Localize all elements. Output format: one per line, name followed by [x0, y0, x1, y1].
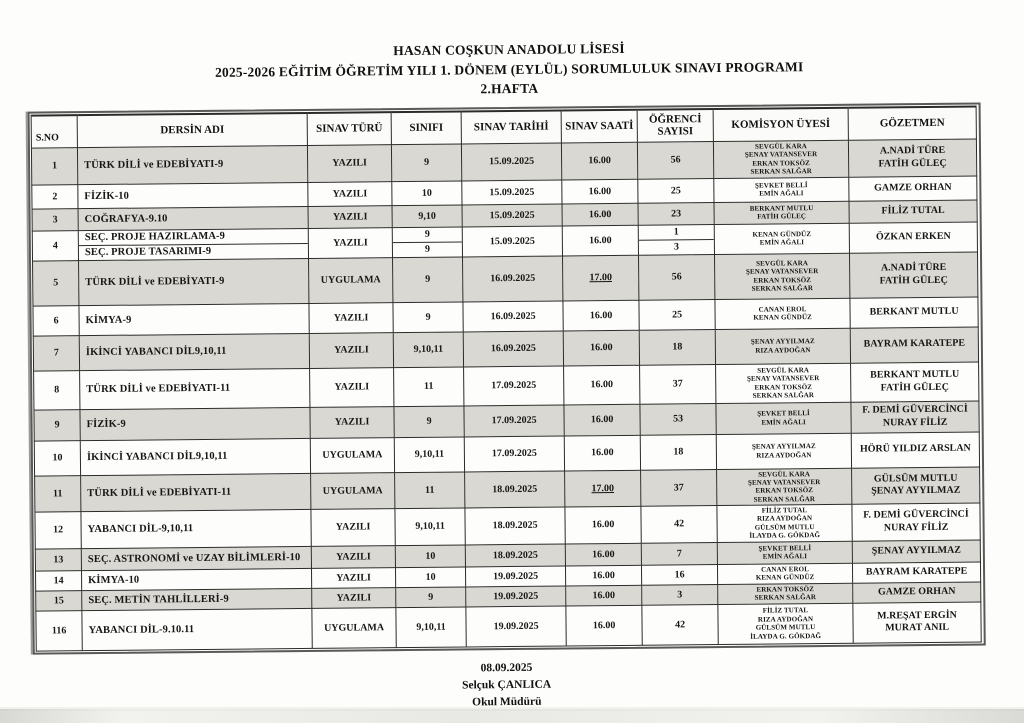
commission-member: SEVGÜL KARA	[758, 469, 811, 479]
commission-member: ERKAN TOKSÖZ	[752, 158, 810, 168]
cell-exam-type: YAZILI	[309, 302, 393, 333]
column-header-7: KOMİSYON ÜYESİ	[713, 107, 848, 141]
commission-member: CANAN EROL	[761, 564, 809, 574]
commission-member: ŞENAY VATANSEVER	[747, 477, 821, 487]
scan-artifact-bottom	[0, 709, 1024, 723]
cell-sno: 9	[34, 409, 80, 440]
commission-member: ŞENAY AYYILMAZ	[751, 442, 816, 451]
cell-date: 15.09.2025	[462, 226, 562, 257]
cell-exam-type: YAZILI	[311, 509, 395, 546]
signature-name: Selçuk ÇANLICA	[461, 678, 552, 692]
cell-time: 17.00	[565, 470, 641, 507]
commission-member: GÜLSÜM MUTLU	[754, 522, 815, 532]
cell-grade: 9	[393, 257, 463, 303]
cell-course: FİZİK-10	[78, 182, 308, 208]
proctor-name: FATİH GÜLEÇ	[880, 381, 949, 393]
cell-student-count: 37	[641, 469, 717, 506]
commission-member: ŞENAY VATANSEVER	[745, 267, 819, 276]
cell-time: 16.00	[563, 300, 639, 331]
cell-course: SEÇ. METİN TAHLİLLERİ-9	[82, 588, 312, 610]
column-header-5: SINAV SAATİ	[561, 109, 637, 143]
commission-member: FATİH GÜLEÇ	[757, 212, 807, 221]
proctor-name: FATİH GÜLEÇ	[878, 157, 947, 170]
school-name: HASAN COŞKUN ANADOLU LİSESİ	[393, 40, 625, 59]
proctor-name: A.NADİ TÜRE	[880, 261, 947, 274]
proctor-name: GÜLSÜM MUTLU	[873, 472, 958, 485]
column-header-2: SINAV TÜRÜ	[307, 112, 391, 146]
cell-grade: 9	[394, 405, 464, 437]
cell-date: 15.09.2025	[461, 143, 561, 181]
cell-student-count: 42	[641, 506, 717, 543]
cell-student-count: 18	[640, 434, 716, 470]
cell-grade: 10	[392, 181, 462, 206]
commission-member: ŞEVKET BELLİ	[758, 543, 812, 553]
column-header-0: S.NO	[31, 115, 77, 148]
signature-role: Okul Müdürü	[472, 695, 542, 709]
cell-exam-type: UYGULAMA	[312, 607, 396, 648]
cell-student-count	[638, 224, 714, 255]
commission-member: EMİN AĞALI	[762, 552, 808, 561]
cell-student-count: 18	[639, 329, 715, 365]
cell-student-count: 16	[641, 564, 717, 585]
proctor-name: BAYRAM KARATEPE	[865, 565, 968, 578]
commission-member: RIZA AYDOĞAN	[755, 345, 811, 355]
cell-sno: 8	[34, 370, 80, 409]
column-header-6: ÖĞRENCİ SAYISI	[637, 109, 713, 143]
commission-member: SERKAN SALĞAR	[753, 494, 816, 504]
cell-grade: 10	[395, 567, 465, 588]
cell-sno: 5	[33, 260, 79, 305]
proctor-name: BERKANT MUTLU	[870, 368, 960, 381]
cell-proctor	[852, 503, 980, 541]
cell-date: 17.09.2025	[464, 436, 564, 472]
cell-course: COĞRAFYA-9.10	[78, 206, 308, 230]
commission-member: RIZA AYDOĞAN	[757, 614, 814, 624]
cell-proctor	[851, 401, 979, 433]
document-title	[0, 35, 1021, 104]
cell-proctor	[849, 176, 977, 201]
commission-member: KENAN GÜNDÜZ	[755, 573, 815, 582]
cell-student-count: 42	[642, 604, 718, 645]
exam-schedule-table	[28, 102, 986, 654]
commission-member: ERKAN TOKSÖZ	[756, 584, 815, 594]
cell-commission	[718, 603, 853, 644]
cell-exam-type: UYGULAMA	[310, 437, 394, 473]
cell-time: 16.00	[564, 404, 640, 436]
commission-member: BERKANT MUTLU	[749, 203, 814, 213]
commission-member: EMİN AĞALI	[761, 417, 806, 427]
commission-member: RIZA AYDOĞAN	[756, 450, 812, 460]
proctor-name: NURAY FİLİZ	[883, 521, 949, 534]
cell-time: 16.00	[563, 330, 639, 366]
commission-member: FİLİZ TUTAL	[761, 506, 808, 515]
cell-grade: 11	[395, 471, 465, 508]
commission-member: ŞENAY AYYILMAZ	[750, 337, 815, 346]
cell-time: 17.00	[562, 255, 638, 301]
cell-commission	[716, 363, 851, 403]
cell-student-count-part: 3	[673, 241, 679, 253]
commission-member: SERKAN SALĞAR	[751, 284, 814, 293]
cell-commission	[715, 328, 850, 364]
proctor-name: BERKANT MUTLU	[869, 305, 959, 318]
cell-sno: 116	[36, 610, 82, 650]
cell-date: 19.09.2025	[466, 586, 566, 607]
commission-member: ŞEVKET BELLİ	[757, 409, 810, 418]
cell-date: 17.09.2025	[464, 366, 564, 406]
cell-student-count: 23	[638, 202, 714, 225]
cell-course: İKİNCİ YABANCI DİL9,10,11	[79, 333, 309, 370]
cell-sno: 11	[35, 475, 81, 512]
cell-commission	[714, 223, 849, 254]
cell-date: 18.09.2025	[465, 507, 565, 545]
proctor-name: FATİH GÜLEÇ	[879, 274, 948, 286]
commission-member: SEVGÜL KARA	[756, 258, 809, 268]
commission-member: RIZA AYDOĞAN	[756, 514, 813, 524]
proctor-name: F. DEMİ GÜVERCİNCİ	[862, 403, 968, 416]
cell-proctor	[850, 297, 978, 328]
cell-commission	[718, 583, 853, 604]
cell-date: 16.09.2025	[463, 301, 563, 332]
cell-student-count: 3	[642, 584, 718, 605]
proctor-name: M.REŞAT ERGİN	[877, 609, 957, 622]
cell-sno: 4	[32, 230, 78, 260]
column-header-3: SINIFI	[391, 111, 461, 144]
cell-student-count: 7	[641, 542, 717, 565]
cell-date: 16.09.2025	[463, 256, 563, 302]
proctor-name: GAMZE ORHAN	[877, 585, 956, 598]
cell-time: 16.00	[564, 435, 640, 471]
column-header-4: SINAV TARİHİ	[461, 110, 561, 144]
cell-commission	[717, 541, 852, 564]
cell-commission	[714, 201, 849, 224]
cell-proctor	[850, 327, 978, 363]
cell-exam-type: YAZILI	[311, 545, 395, 568]
cell-grade: 9,10,11	[394, 436, 464, 472]
cell-course: YABANCI DİL-9,10,11	[81, 510, 311, 549]
commission-member: ERKAN TOKSÖZ	[754, 382, 813, 392]
cell-date: 15.09.2025	[462, 204, 562, 227]
cell-proctor	[849, 222, 977, 253]
cell-time: 16.00	[566, 585, 642, 606]
cell-sno: 10	[34, 440, 80, 475]
cell-grade: 9,10,11	[395, 508, 465, 545]
commission-member: ERKAN TOKSÖZ	[755, 486, 814, 495]
cell-commission	[716, 433, 851, 469]
cell-date: 18.09.2025	[465, 544, 565, 567]
cell-sno: 12	[35, 512, 81, 549]
cell-course: TÜRK DİLİ ve EDEBİYATI-11	[81, 473, 311, 512]
cell-course: TÜRK DİLİ ve EDEBİYATI-11	[80, 368, 310, 409]
cell-exam-type: YAZILI	[308, 227, 392, 258]
cell-proctor	[851, 362, 979, 402]
cell-date: 17.09.2025	[464, 405, 564, 437]
cell-commission	[714, 177, 849, 202]
cell-student-count: 56	[637, 142, 713, 179]
cell-grade-part: 9	[424, 243, 430, 255]
cell-proctor	[853, 602, 981, 643]
cell-date: 15.09.2025	[462, 180, 562, 205]
cell-commission	[716, 402, 851, 434]
commission-member: SERKAN SALĞAR	[754, 593, 817, 602]
cell-student-count-part: 1	[639, 225, 714, 241]
commission-member: EMİN AĞALI	[759, 238, 805, 247]
cell-time: 16.00	[564, 365, 640, 405]
cell-grade	[392, 227, 462, 258]
cell-exam-type: YAZILI	[308, 205, 392, 228]
cell-grade: 9	[391, 144, 461, 181]
week-label: 2.HAFTA	[480, 80, 539, 97]
cell-commission	[717, 504, 852, 542]
cell-date: 18.09.2025	[465, 471, 565, 509]
commission-member: ŞENAY VATANSEVER	[746, 374, 820, 383]
commission-member: ERKAN TOKSÖZ	[753, 275, 812, 285]
commission-member: GÜLSÜM MUTLU	[755, 623, 816, 632]
proctor-name: MURAT ANIL	[885, 621, 950, 634]
proctor-name: ŞENAY AYYILMAZ	[871, 544, 961, 557]
cell-time: 16.00	[562, 225, 638, 256]
cell-date: 19.09.2025	[465, 566, 565, 587]
cell-grade: 11	[394, 366, 464, 406]
cell-time: 16.00	[565, 506, 641, 543]
commission-member: KENAN GÜNDÜZ	[752, 229, 812, 239]
cell-exam-type: YAZILI	[310, 406, 394, 438]
commission-member: EMİN AĞALI	[759, 189, 804, 198]
program-title: 2025-2026 EĞİTİM ÖĞRETİM YILI 1. DÖNEM (EYLÜL) SORUMLULUK SINAVI PROGRAMI	[214, 58, 804, 80]
cell-student-count: 56	[638, 254, 714, 300]
cell-date: 16.09.2025	[463, 331, 563, 367]
cell-exam-type: YAZILI	[310, 367, 394, 407]
commission-member: SERKAN SALĞAR	[752, 391, 815, 400]
cell-commission	[713, 140, 848, 178]
cell-date: 19.09.2025	[466, 606, 566, 647]
cell-grade: 10	[395, 545, 465, 568]
commission-member: SERKAN SALĞAR	[750, 167, 812, 176]
cell-exam-type: YAZILI	[307, 145, 391, 182]
cell-course: KİMYA-9	[79, 303, 309, 335]
commission-member: FİLİZ TUTAL	[762, 606, 809, 615]
cell-grade-part: 9	[393, 227, 462, 243]
cell-sno: 13	[35, 548, 81, 570]
cell-time: 16.00	[565, 565, 641, 586]
cell-course: TÜRK DİLİ ve EDEBİYATI-9	[77, 145, 307, 184]
cell-sno: 1	[31, 148, 77, 185]
cell-sno: 15	[36, 590, 82, 610]
cell-sno: 7	[33, 335, 79, 370]
cell-exam-type: YAZILI	[308, 181, 392, 206]
proctor-name: F. DEMİ GÜVERCİNCİ	[863, 508, 969, 522]
cell-sno: 2	[32, 184, 78, 208]
cell-sno: 3	[32, 208, 78, 230]
cell-proctor	[852, 540, 980, 563]
cell-exam-type: YAZILI	[312, 587, 396, 608]
cell-proctor	[852, 467, 980, 505]
cell-commission	[717, 563, 852, 584]
cell-proctor	[848, 139, 976, 177]
cell-grade: 9,10	[392, 205, 462, 228]
commission-member: SEVGÜL KARA	[754, 142, 807, 151]
cell-course: TÜRK DİLİ ve EDEBİYATI-9	[79, 258, 309, 305]
cell-course: YABANCI DİL-9.10.11	[82, 608, 312, 650]
cell-proctor	[849, 200, 977, 223]
cell-time: 16.00	[565, 543, 641, 566]
proctor-name: NURAY FİLİZ	[882, 416, 948, 428]
cell-course	[78, 228, 308, 260]
cell-grade: 9	[393, 301, 463, 332]
commission-member: SEVGÜL KARA	[757, 365, 810, 375]
cell-commission	[714, 253, 849, 299]
cell-exam-type: UYGULAMA	[309, 257, 393, 303]
cell-proctor	[849, 252, 977, 298]
proctor-name: FİLİZ TUTAL	[881, 204, 945, 217]
cell-exam-type: YAZILI	[311, 567, 395, 588]
cell-sno: 6	[33, 305, 79, 335]
cell-exam-type: YAZILI	[309, 332, 393, 368]
proctor-name: HÖRÜ YILDIZ ARSLAN	[859, 442, 971, 455]
cell-course: FİZİK-9	[80, 407, 310, 440]
cell-course-part: SEÇ. PROJE TASARIMI-9	[84, 245, 212, 259]
cell-student-count: 37	[640, 364, 716, 404]
cell-commission	[715, 298, 850, 329]
cell-proctor	[853, 582, 981, 603]
column-header-8: GÖZETMEN	[848, 106, 976, 140]
proctor-name: GAMZE ORHAN	[874, 181, 952, 194]
cell-student-count: 25	[638, 178, 714, 203]
commission-member: İLAYDA G. GÖKDAĞ	[750, 631, 822, 641]
cell-grade: 9,10,11	[396, 607, 466, 648]
commission-member: CANAN EROL	[758, 304, 807, 314]
cell-student-count: 53	[640, 403, 716, 435]
cell-grade: 9,10,11	[393, 331, 463, 367]
cell-proctor	[851, 432, 979, 468]
commission-member: ŞEVKET BELLİ	[754, 180, 808, 190]
commission-member: ŞENAY VATANSEVER	[744, 150, 818, 160]
cell-grade: 9	[396, 587, 466, 608]
commission-member: İLAYDA G. GÖKDAĞ	[749, 531, 821, 540]
cell-course: İKİNCİ YABANCI DİL9,10,11	[80, 438, 310, 475]
proctor-name: ŞENAY AYYILMAZ	[871, 485, 961, 497]
cell-commission	[717, 468, 852, 506]
cell-course: KİMYA-10	[81, 568, 311, 590]
cell-proctor	[852, 562, 980, 583]
commission-member: KENAN GÜNDÜZ	[753, 313, 812, 322]
cell-course: SEÇ. ASTRONOMİ ve UZAY BİLİMLERİ-10	[81, 546, 311, 570]
proctor-name: A.NADİ TÜRE	[879, 145, 946, 157]
cell-time: 16.00	[562, 203, 638, 226]
proctor-name: BAYRAM KARATEPE	[863, 337, 966, 350]
proctor-name: ÖZKAN ERKEN	[875, 230, 951, 243]
exam-table	[31, 105, 982, 651]
cell-sno: 14	[36, 570, 82, 590]
cell-time: 16.00	[561, 142, 637, 179]
signature-date: 08.09.2025	[480, 661, 533, 674]
table-row	[36, 602, 981, 651]
cell-exam-type: UYGULAMA	[311, 472, 395, 509]
cell-time: 16.00	[562, 179, 638, 204]
cell-student-count: 25	[639, 299, 715, 330]
cell-time: 16.00	[566, 605, 642, 646]
column-header-1: DERSİN ADI	[77, 113, 307, 148]
cell-course-part: SEÇ. PROJE HAZIRLAMA-9	[79, 228, 308, 245]
